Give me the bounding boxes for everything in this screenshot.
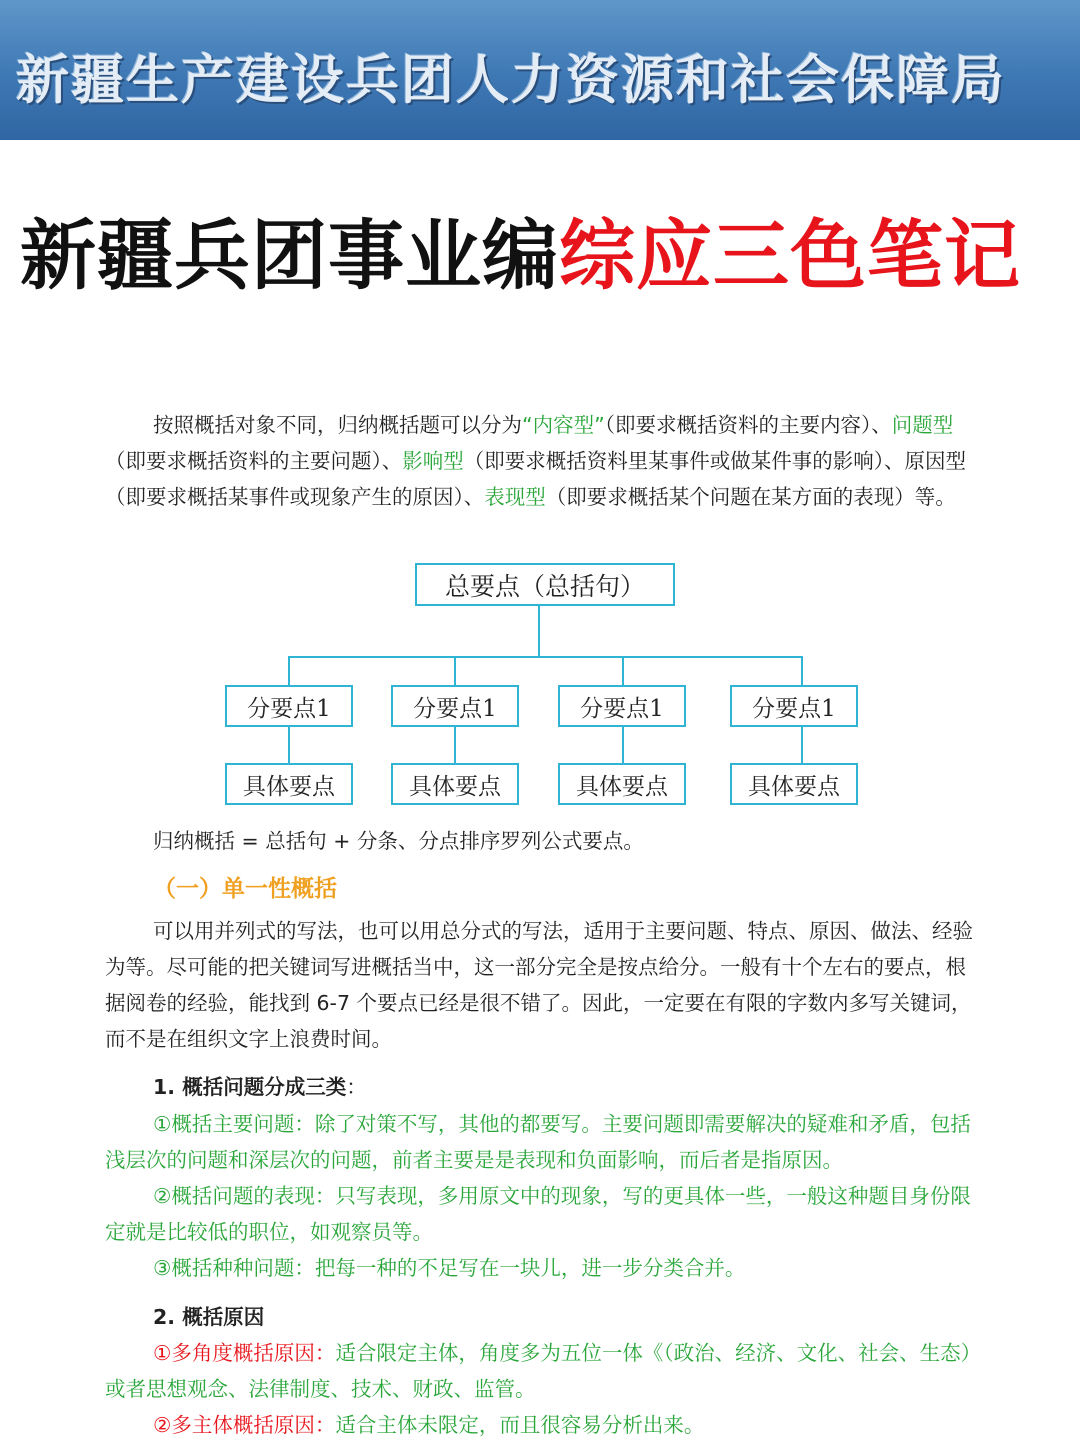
sub2-item-2-text: 适合主体未限定，而且很容易分析出来。: [335, 1413, 705, 1437]
connector-line: [454, 727, 456, 763]
connector-line: [288, 656, 290, 685]
formula-text: 归纳概括 = 总括句 + 分条、分点排序罗列公式要点。: [153, 829, 644, 853]
connector-line: [288, 656, 803, 658]
sub2-item-2-label: ②多主体概括原因：: [153, 1413, 336, 1437]
banner-title: 新疆生产建设兵团人力资源和社会保障局: [16, 50, 1006, 111]
sub2-item-1-label: ①多角度概括原因：: [153, 1341, 336, 1365]
section1-paragraph: 可以用并列式的写法，也可以用总分式的写法，适用于主要问题、特点、原因、做法、经验为等。尽可能的把关键词写进概括当中，这一部分完全是按点给分。一般有十个左右的要点，根据阅卷的经验，能找到 6-7 个要点已经是很不错了。因此，一定要在有限的字数内多写关键词，而不是在组织文字上浪费时间。: [105, 919, 973, 1051]
connector-line: [288, 727, 290, 763]
connector-line: [454, 656, 456, 685]
section1-heading: （一）单一性概括: [153, 876, 337, 902]
intro-text: 按照概括对象不同，归纳概括题可以分为: [153, 413, 522, 437]
title-red-part: 综应三色笔记: [559, 211, 1021, 300]
sub2-items: [105, 1335, 983, 1443]
connector-line: [622, 727, 624, 763]
diagram-child-box: 分要点1: [730, 685, 858, 727]
intro-highlight: 问题型: [891, 413, 954, 437]
connector-line: [538, 606, 540, 658]
connector-line: [801, 727, 803, 763]
sub2-heading: 2. 概括原因: [153, 1305, 265, 1329]
intro-text: （即要求概括某个问题在某方面的表现）等。: [545, 485, 956, 509]
diagram-detail-box: 具体要点: [558, 763, 686, 805]
diagram-detail-box: 具体要点: [391, 763, 519, 805]
intro-paragraph: [105, 407, 983, 515]
sub2-item-1-text: 适合限定主体，角度多为五位一体《（政治、经济、文化、社会、生态）或者思想观念、法律制度、技术、财政、监管。: [105, 1341, 982, 1401]
sub1-heading: [153, 1069, 983, 1105]
intro-highlight: 影响型: [402, 449, 464, 473]
page-title: [20, 211, 1070, 300]
diagram-detail-box: 具体要点: [225, 763, 353, 805]
intro-text: （即要求概括资料里某事件或做某件事的影响）、原因型（即要求概括某事件或现象产生的原因）、: [105, 449, 966, 509]
intro-highlight: “内容型”: [522, 413, 605, 437]
sub1-item-2: ②概括问题的表现：只写表现，多用原文中的现象，写的更具体一些，一般这种题目身份限定就是比较低的职位，如观察员等。: [105, 1184, 971, 1244]
diagram-child-box: 分要点1: [225, 685, 353, 727]
sub1-item-3: ③概括种种问题：把每一种的不足写在一块儿，进一步分类合并。: [153, 1256, 746, 1280]
intro-text: （即要求概括资料的主要内容）、: [604, 413, 892, 437]
diagram-child-box: 分要点1: [391, 685, 519, 727]
diagram-detail-box: 具体要点: [730, 763, 858, 805]
intro-highlight: 表现型: [484, 485, 546, 509]
diagram-top-box: 总要点（总括句）: [415, 563, 675, 606]
header-banner: [0, 0, 1080, 140]
connector-line: [622, 656, 624, 685]
connector-line: [801, 656, 803, 685]
title-black-part: 新疆兵团事业编: [20, 211, 559, 300]
sub1-item-1: ①概括主要问题：除了对策不写，其他的都要写。主要问题即需要解决的疑难和矛盾，包括浅层次的问题和深层次的问题，前者主要是是表现和负面影响，而后者是指原因。: [105, 1112, 971, 1172]
intro-text: （即要求概括资料的主要问题）、: [105, 449, 403, 473]
diagram-child-box: 分要点1: [558, 685, 686, 727]
sub1-items: [105, 1106, 983, 1286]
section1-body: [105, 913, 983, 1057]
sub1-heading-colon: ：: [346, 1075, 367, 1099]
sub1-heading-text: 1. 概括问题分成三类: [153, 1075, 347, 1099]
